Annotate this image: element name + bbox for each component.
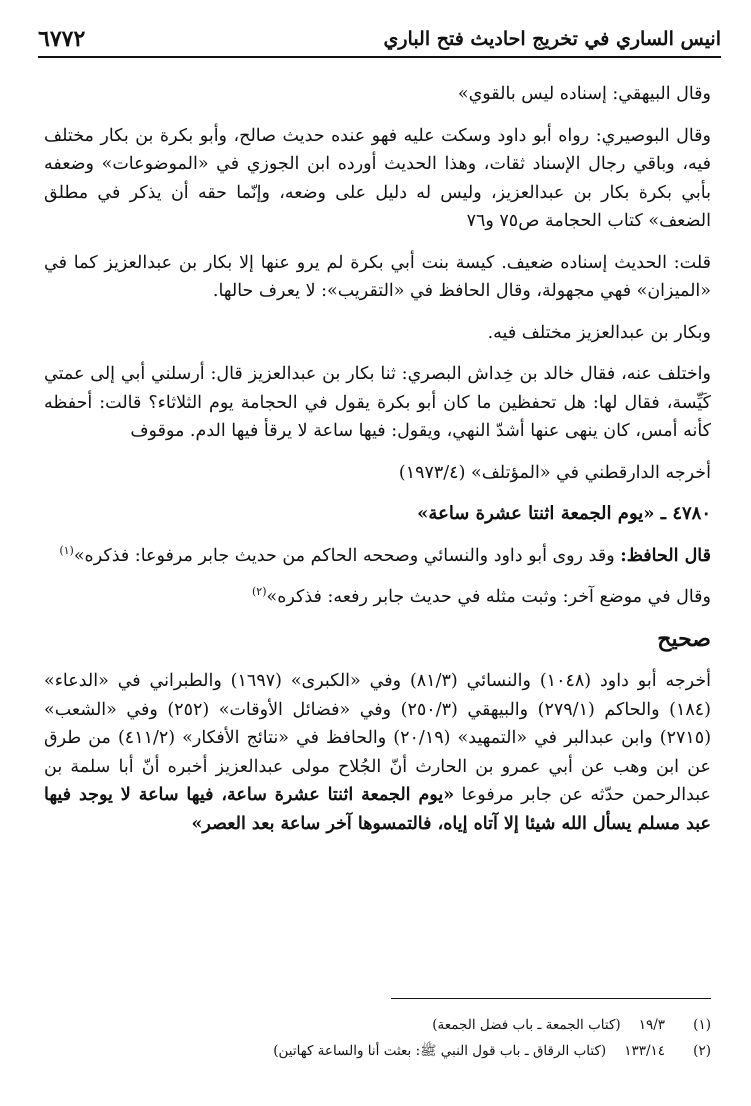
footnote-ref-2[interactable]: (٢) xyxy=(251,585,267,599)
footnote-number: (١) xyxy=(693,1017,711,1033)
page-body xyxy=(44,80,711,851)
footnote-ref: ١٩/٣ xyxy=(638,1017,665,1033)
footnote-divider xyxy=(391,998,711,999)
paragraph-bakkar: وبكار بن عبدالعزيز مختلف فيه. xyxy=(487,322,711,343)
footnote-text: (كتاب الرقاق ـ باب قول النبي ﷺ: بعثت أنا والساعة كهاتين) xyxy=(273,1043,607,1059)
footnote-2 xyxy=(40,1038,711,1064)
footnotes xyxy=(40,1012,711,1064)
paragraph-khalid-narration: واختلف عنه، فقال خالد بن خِداش البصري: ثنا بكار بن عبدالعزيز قال: أرسلني أبي إلى عمتي كَيِّسة، فقال لها: هل تحفظين ما كان أبو بكرة يقول في الحجامة يوم الثلاثاء؟ قالت: أحفظه كأنه أمس، كان ينهى عنها أشدّ النهي، ويقول: فيها ساعة لا يرقأ فيها الدم. موقوف xyxy=(44,364,711,441)
paragraph-hafiz xyxy=(44,542,711,571)
hadith-grade: صحيح xyxy=(657,625,711,652)
hafiz-label: قال الحافظ: xyxy=(620,545,711,566)
other-place-text: وقال في موضع آخر: وثبت مثله في حديث جابر رفعه: فذكره» xyxy=(266,587,711,607)
footnote-1 xyxy=(40,1012,711,1038)
hafiz-text: وقد روى أبو داود والنسائي وصححه الحاكم من حديث جابر مرفوعا: فذكره» xyxy=(73,545,615,566)
paragraph-busiri: وقال البوصيري: رواه أبو داود وسكت عليه فهو عنده حديث صالح، وأبو بكرة بن بكار مختلف فيه، وباقي رجال الإسناد ثقات، وهذا الحديث أورده ابن الجوزي في «الموضوعات» وضعفه بأبي بكرة بكار بن عبدالعزيز، وليس له دليل على وضعه، وإنّما حقه أن يذكر في مطلق الضعف» كتاب الحجامة ص٧٥ و٧٦ xyxy=(44,125,711,231)
hadith-heading: ٤٧٨٠ ـ «يوم الجمعة اثنتا عشرة ساعة» xyxy=(417,503,711,524)
footnote-text: (كتاب الجمعة ـ باب فضل الجمعة) xyxy=(432,1017,621,1033)
footnote-ref: ١٣٣/١٤ xyxy=(624,1043,665,1059)
book-title: انيس الساري في تخريج احاديث فتح الباري xyxy=(383,28,721,50)
paragraph-other-place xyxy=(44,583,711,612)
paragraph-author-comment: قلت: الحديث إسناده ضعيف. كيسة بنت أبي بكرة لم يرو عنها إلا بكار بن عبدالعزيز كما في «الميزان» فهي مجهولة، وقال الحافظ في «التقريب»: لا يعرف حالها. xyxy=(44,252,711,301)
paragraph-bayhaqi: وقال البيهقي: إسناده ليس بالقوي» xyxy=(457,84,711,104)
takhrij-text: أخرجه أبو داود (١٠٤٨) والنسائي (٨١/٣) وفي «الكبرى» (١٦٩٧) والطبراني في «الدعاء» (١٨٤) والحاكم (٢٧٩/١) والبيهقي (٢٥٠/٣) وفي «فضائل الأوقات» (٢٥٢) وفي «الشعب» (٢٧١٥) وابن عبدالبر في «التمهيد» (٢٠/١٩) والحافظ في «نتائج الأفكار» (٤١١/٢) من طرق عن ابن وهب عن أبي عمرو بن الحارث أنّ الجُلاح مولى عبدالعزيز أخبره أنّ أبا سلمة بن عبدالرحمن حدّثه عن جابر مرفوعا xyxy=(44,671,712,805)
footnote-ref-1[interactable]: (١) xyxy=(59,543,74,557)
page-number: ٦٧٧٢ xyxy=(38,26,86,52)
hadith-matn: «يوم الجمعة اثنتا عشرة ساعة، فيها ساعة لا يوجد فيها عبد مسلم يسأل الله شيئا إلا آتاه إياه، فالتمسوها آخر ساعة بعد العصر» xyxy=(44,785,711,834)
footnote-number: (٢) xyxy=(693,1043,711,1059)
paragraph-daraqutni: أخرجه الدارقطني في «المؤتلف» (١٩٧٣/٤) xyxy=(398,462,711,483)
page-header xyxy=(38,22,721,58)
paragraph-takhrij xyxy=(44,667,711,838)
